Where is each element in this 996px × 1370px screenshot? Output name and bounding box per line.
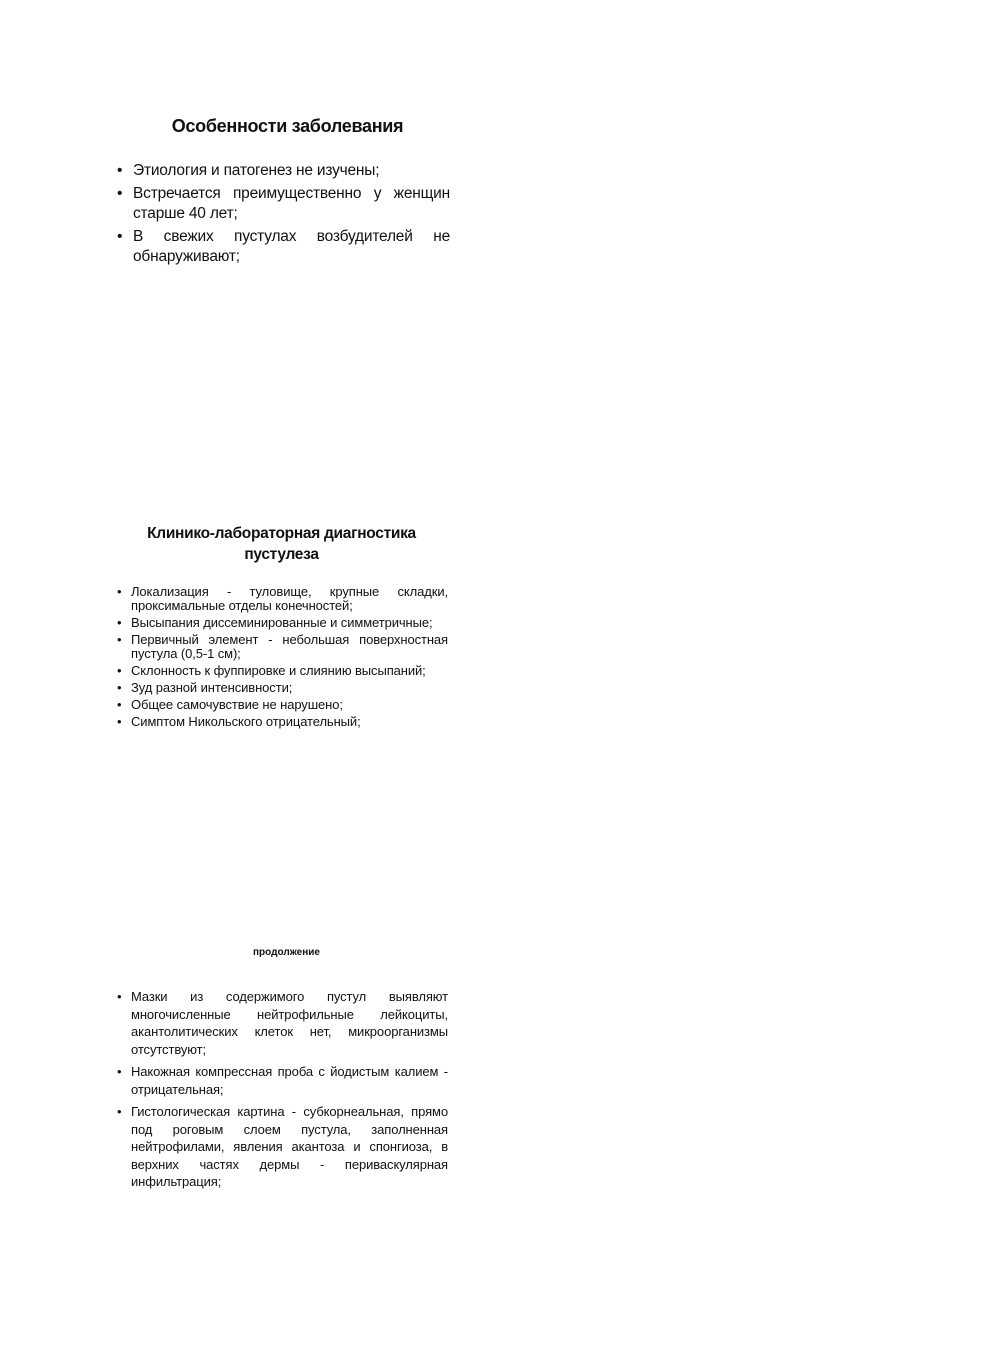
list-item: • Гистологическая картина - субкорнеальная, прямо под роговым слоем пустула, заполненная нейтрофилами, явления акантоза и спонгиоза, в верхних частях дермы - периваскулярная инфильтрация; [115,1103,448,1191]
list-item: • Этиология и патогенез не изучены; [115,161,450,181]
list-item: • Симптом Никольского отрицательный; [115,715,448,729]
slide-disease-features [115,113,450,270]
slide-continuation [115,946,448,1196]
slide-3-subtitle: продолжение [253,947,320,958]
list-item: • Мазки из содержимого пустул выявляют многочисленные нейтрофильные лейкоциты, акантолитических клеток нет, микроорганизмы отсутствуют; [115,988,448,1058]
list-item: • Встречается преимущественно у женщин старше 40 лет; [115,184,450,224]
slide-2-title: Клинико-лабораторная диагностика пустулеза [147,525,416,563]
list-item: • В свежих пустулах возбудителей не обнаруживают; [115,227,450,267]
slide-clinical-lab-diagnostics [115,523,448,732]
list-item: • Высыпания диссеминированные и симметричные; [115,616,448,630]
list-item: • Зуд разной интенсивности; [115,681,448,695]
slide-3-bullet-list [115,988,448,1191]
list-item: • Накожная компрессная проба с йодистым калием - отрицательная; [115,1063,448,1098]
list-item: • Склонность к фуппировке и слиянию высыпаний; [115,664,448,678]
list-item: • Первичный элемент - небольшая поверхностная пустула (0,5-1 см); [115,633,448,661]
list-item: • Общее самочувствие не нарушено; [115,698,448,712]
list-item: • Локализация - туловище, крупные складки, проксимальные отделы конечностей; [115,585,448,613]
slide-1-title: Особенности заболевания [171,116,404,136]
slide-2-bullet-list [115,585,448,729]
slide-1-bullet-list [115,161,450,267]
